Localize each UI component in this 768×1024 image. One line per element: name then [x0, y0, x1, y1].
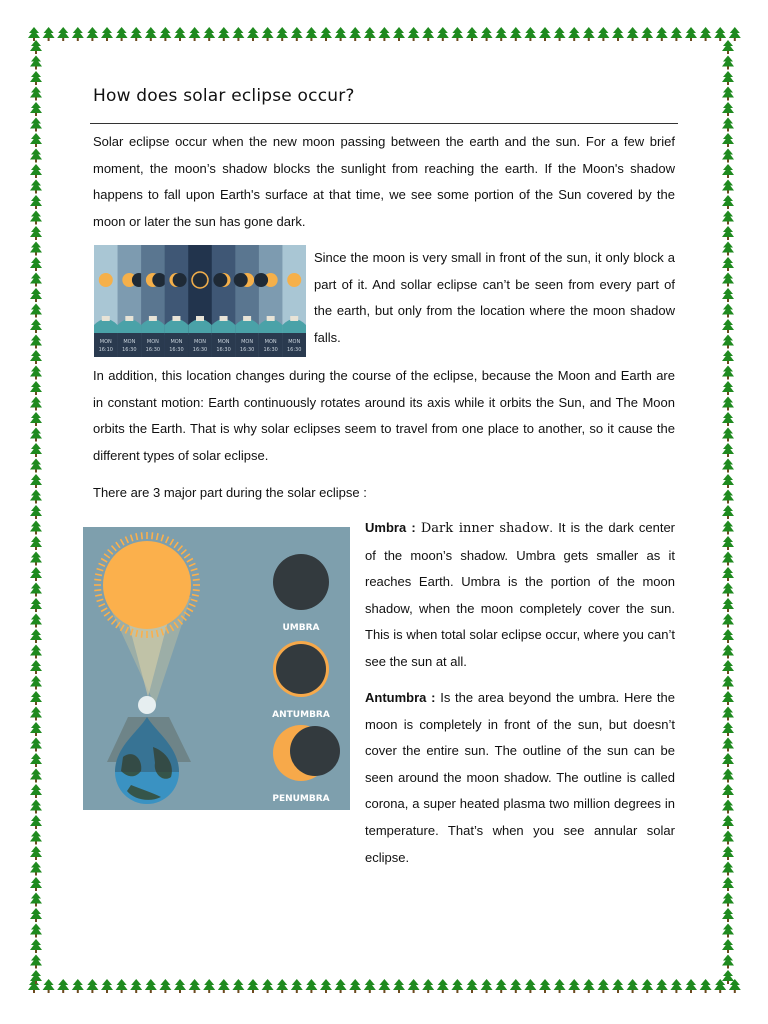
tree-icon — [722, 800, 734, 814]
tree-icon — [722, 288, 734, 302]
tree-icon — [30, 118, 42, 132]
parts-intro-paragraph — [93, 480, 675, 507]
flag-icon — [102, 316, 110, 321]
phase-time-label: 16:30 — [239, 347, 255, 353]
tree-icon — [408, 27, 420, 41]
phase-panel — [234, 245, 260, 357]
tree-icon — [722, 474, 734, 488]
tree-icon — [30, 877, 42, 891]
tree-icon — [30, 40, 42, 54]
tree-icon — [700, 979, 712, 993]
tree-icon — [722, 505, 734, 519]
phase-day-label: MON — [170, 339, 183, 345]
flag-icon — [149, 316, 157, 321]
tree-icon — [583, 979, 595, 993]
tree-icon — [722, 350, 734, 364]
tree-icon — [247, 27, 259, 41]
shadow-diagram-illustration — [83, 527, 350, 810]
tree-icon — [43, 979, 55, 993]
tree-icon — [72, 27, 84, 41]
tree-icon — [30, 211, 42, 225]
tree-icon — [722, 939, 734, 953]
tree-icon — [568, 979, 580, 993]
intro-text: Solar eclipse occur when the new moon passing between the earth and the sun. For a few brief moment, the moon’s shadow blocks the sunlight from reaching the earth. If the Moon's shadow happens to fall upon Earth's surface at that time, we see some portion of the Sun covered by the moon or later the sun has gone dark. — [93, 134, 675, 229]
tree-icon — [174, 27, 186, 41]
phase-time-label: 16:10 — [98, 347, 113, 353]
tree-icon — [597, 27, 609, 41]
tree-icon — [30, 102, 42, 116]
flag-icon — [220, 316, 228, 321]
tree-icon — [30, 257, 42, 271]
tree-icon — [583, 27, 595, 41]
tree-row-bottom — [26, 976, 746, 996]
tree-icon — [627, 979, 639, 993]
tree-icon — [722, 893, 734, 907]
tree-icon — [262, 979, 274, 993]
moon-disc — [138, 696, 156, 714]
tree-icon — [722, 381, 734, 395]
tree-icon — [30, 288, 42, 302]
tree-icon — [722, 924, 734, 938]
tree-icon — [43, 27, 55, 41]
tree-icon — [722, 242, 734, 256]
tree-icon — [30, 397, 42, 411]
umbra-term: Umbra : — [365, 520, 416, 535]
tree-icon — [466, 27, 478, 41]
tree-icon — [30, 939, 42, 953]
tree-icon — [539, 27, 551, 41]
tree-icon — [30, 319, 42, 333]
tree-icon — [722, 459, 734, 473]
tree-icon — [729, 27, 741, 41]
eclipse-shadow-diagram — [83, 527, 350, 810]
tree-icon — [722, 722, 734, 736]
tree-icon — [30, 350, 42, 364]
tree-icon — [305, 979, 317, 993]
tree-icon — [159, 979, 171, 993]
tree-icon — [30, 846, 42, 860]
tree-icon — [116, 979, 128, 993]
eclipse-phases-image — [94, 245, 306, 357]
tree-icon — [364, 979, 376, 993]
tree-icon — [481, 979, 493, 993]
tree-icon — [30, 738, 42, 752]
tree-icon — [189, 979, 201, 993]
phase-day-label: MON — [288, 339, 301, 345]
antumbra-term: Antumbra : — [365, 690, 436, 705]
tree-icon — [722, 521, 734, 535]
tree-icon — [524, 27, 536, 41]
tree-icon — [30, 955, 42, 969]
tree-icon — [656, 27, 668, 41]
title-divider — [90, 123, 678, 124]
tree-icon — [722, 304, 734, 318]
tree-icon — [72, 979, 84, 993]
umbra-label: UMBRA — [282, 623, 320, 633]
antumbra-text: Is the area beyond the umbra. Here the moon is completely in front of the sun, but doesn’t cover the entire sun. The outline of the sun can be seen around the moon shadow. The outline is called corona, a super heated plasma two million degrees in temperature. That’s when you see annular solar eclipse. — [365, 690, 675, 865]
border-right — [718, 26, 738, 996]
antumbra-paragraph — [365, 685, 675, 871]
umbra-disc — [273, 554, 329, 610]
tree-icon — [30, 474, 42, 488]
tree-icon — [30, 722, 42, 736]
tree-icon — [722, 149, 734, 163]
tree-icon — [722, 691, 734, 705]
tree-icon — [116, 27, 128, 41]
tree-icon — [364, 27, 376, 41]
tree-icon — [30, 831, 42, 845]
tree-icon — [30, 505, 42, 519]
antumbra-label: ANTUMBRA — [272, 710, 330, 720]
tree-icon — [30, 149, 42, 163]
tree-icon — [722, 846, 734, 860]
tree-icon — [554, 27, 566, 41]
tree-icon — [30, 226, 42, 240]
tree-icon — [722, 784, 734, 798]
tree-icon — [722, 908, 734, 922]
phase-time-label: 16:30 — [122, 347, 137, 353]
tree-icon — [30, 769, 42, 783]
tree-icon — [510, 979, 522, 993]
tree-icon — [30, 893, 42, 907]
tree-icon — [30, 629, 42, 643]
tree-icon — [174, 979, 186, 993]
tree-icon — [262, 27, 274, 41]
tree-icon — [276, 27, 288, 41]
tree-icon — [612, 27, 624, 41]
tree-icon — [86, 27, 98, 41]
tree-icon — [30, 490, 42, 504]
tree-icon — [437, 27, 449, 41]
tree-icon — [722, 769, 734, 783]
flag-icon — [172, 316, 180, 321]
phase-time-label: 16:30 — [287, 347, 302, 353]
tree-icon — [28, 979, 40, 993]
tree-icon — [30, 614, 42, 628]
tree-icon — [685, 979, 697, 993]
tree-icon — [159, 27, 171, 41]
tree-icon — [495, 979, 507, 993]
tree-icon — [722, 815, 734, 829]
phase-day-label: MON — [146, 339, 159, 345]
tree-icon — [641, 27, 653, 41]
tree-icon — [30, 552, 42, 566]
tree-icon — [101, 27, 113, 41]
tree-icon — [714, 27, 726, 41]
tree-icon — [320, 27, 332, 41]
tree-icon — [722, 87, 734, 101]
phase-time-label: 16:30 — [216, 347, 231, 353]
tree-icon — [568, 27, 580, 41]
tree-icon — [30, 459, 42, 473]
phase-panel — [188, 245, 212, 357]
page-title: How does solar eclipse occur? — [93, 86, 355, 106]
motion-text: In addition, this location changes during the course of the eclipse, because the Moon and Earth are in constant motion: Earth continuously rotates around its axis while it orbits the Sun, and The Moon orbits the Earth. That is why solar eclipses seem to travel from one place to another, so it cause the different types of solar eclipse. — [93, 368, 675, 463]
tree-icon — [524, 979, 536, 993]
tree-icon — [451, 979, 463, 993]
tree-row-top — [26, 26, 746, 42]
tree-icon — [722, 567, 734, 581]
tree-icon — [722, 180, 734, 194]
tree-icon — [130, 979, 142, 993]
tree-icon — [722, 257, 734, 271]
tree-icon — [30, 71, 42, 85]
phase-day-label: MON — [217, 339, 230, 345]
flag-icon — [125, 316, 133, 321]
eclipse-phases-illustration — [94, 245, 306, 357]
tree-icon — [189, 27, 201, 41]
tree-icon — [203, 27, 215, 41]
tree-icon — [722, 319, 734, 333]
tree-icon — [30, 133, 42, 147]
tree-icon — [722, 226, 734, 240]
tree-icon — [700, 27, 712, 41]
location-text: Since the moon is very small in front of the sun, it only block a part of it. And sollar eclipse can’t be seen from every part of the earth, but only from the location where the moon shadow falls. — [314, 250, 675, 345]
tree-icon — [30, 56, 42, 70]
tree-icon — [722, 40, 734, 54]
tree-icon — [670, 979, 682, 993]
tree-icon — [30, 645, 42, 659]
parts-intro-text: There are 3 major part during the solar eclipse : — [93, 485, 367, 500]
tree-icon — [30, 242, 42, 256]
antumbra-disc — [276, 644, 326, 694]
tree-icon — [247, 979, 259, 993]
tree-icon — [30, 707, 42, 721]
tree-icon — [232, 27, 244, 41]
tree-icon — [722, 56, 734, 70]
tree-icon — [554, 979, 566, 993]
umbra-paragraph — [365, 515, 675, 676]
border-bottom — [26, 976, 746, 996]
tree-icon — [30, 428, 42, 442]
tree-icon — [30, 164, 42, 178]
tree-icon — [335, 27, 347, 41]
tree-icon — [218, 27, 230, 41]
phase-time-label: 16:30 — [192, 347, 208, 353]
tree-icon — [722, 831, 734, 845]
tree-icon — [30, 335, 42, 349]
tree-icon — [722, 738, 734, 752]
tree-icon — [722, 397, 734, 411]
tree-icon — [30, 862, 42, 876]
tree-column-left — [26, 26, 46, 996]
tree-icon — [57, 27, 69, 41]
tree-icon — [722, 428, 734, 442]
tree-icon — [729, 979, 741, 993]
tree-icon — [393, 27, 405, 41]
tree-icon — [86, 979, 98, 993]
phase-day-label: MON — [99, 339, 112, 345]
tree-icon — [437, 979, 449, 993]
tree-icon — [378, 979, 390, 993]
tree-icon — [722, 102, 734, 116]
tree-icon — [30, 753, 42, 767]
tree-icon — [685, 27, 697, 41]
phase-time-label: 16:30 — [263, 347, 278, 353]
umbra-text: . It is the dark center of the moon’s shadow. Umbra gets smaller as it reaches Earth. Umbra is the portion of the moon shadow, when the moon completely cover the sun. This is when total solar eclipse occur, where you can’t see the sun at all. — [365, 520, 676, 669]
tree-icon — [30, 381, 42, 395]
tree-icon — [30, 521, 42, 535]
umbra-definition: Dark inner shadow — [420, 521, 550, 536]
phase-day-label: MON — [264, 339, 277, 345]
tree-icon — [722, 164, 734, 178]
tree-icon — [30, 970, 42, 984]
tree-icon — [305, 27, 317, 41]
tree-icon — [30, 924, 42, 938]
tree-icon — [627, 27, 639, 41]
phase-day-label: MON — [194, 339, 206, 345]
tree-icon — [30, 567, 42, 581]
tree-icon — [722, 707, 734, 721]
tree-icon — [722, 335, 734, 349]
tree-icon — [539, 979, 551, 993]
tree-icon — [510, 27, 522, 41]
tree-icon — [722, 133, 734, 147]
tree-icon — [335, 979, 347, 993]
tree-icon — [722, 536, 734, 550]
tree-icon — [422, 979, 434, 993]
tree-icon — [722, 490, 734, 504]
tree-icon — [722, 366, 734, 380]
tree-icon — [722, 195, 734, 209]
phase-day-label: MON — [241, 339, 254, 345]
tree-icon — [393, 979, 405, 993]
tree-icon — [722, 970, 734, 984]
tree-icon — [30, 412, 42, 426]
tree-icon — [349, 979, 361, 993]
tree-icon — [349, 27, 361, 41]
tree-icon — [28, 27, 40, 41]
tree-icon — [714, 979, 726, 993]
tree-icon — [722, 645, 734, 659]
intro-paragraph — [93, 129, 675, 235]
tree-column-right — [718, 26, 738, 996]
tree-icon — [30, 660, 42, 674]
tree-icon — [481, 27, 493, 41]
tree-icon — [722, 877, 734, 891]
penumbra-label: PENUMBRA — [272, 794, 330, 804]
tree-icon — [30, 784, 42, 798]
tree-icon — [612, 979, 624, 993]
tree-icon — [57, 979, 69, 993]
tree-icon — [466, 979, 478, 993]
tree-icon — [145, 27, 157, 41]
tree-icon — [722, 211, 734, 225]
tree-icon — [722, 412, 734, 426]
phase-panel — [141, 245, 166, 357]
phase-panel — [165, 245, 189, 357]
flag-icon — [290, 316, 298, 321]
tree-icon — [30, 583, 42, 597]
tree-icon — [656, 979, 668, 993]
tree-icon — [722, 660, 734, 674]
tree-icon — [30, 598, 42, 612]
border-top — [26, 26, 746, 42]
tree-icon — [722, 676, 734, 690]
tree-icon — [145, 979, 157, 993]
tree-icon — [30, 273, 42, 287]
tree-icon — [30, 304, 42, 318]
tree-icon — [291, 979, 303, 993]
location-paragraph — [314, 245, 675, 351]
tree-icon — [101, 979, 113, 993]
tree-icon — [722, 753, 734, 767]
phase-panel — [282, 245, 306, 357]
tree-icon — [276, 979, 288, 993]
tree-icon — [218, 979, 230, 993]
tree-icon — [722, 443, 734, 457]
tree-icon — [30, 908, 42, 922]
tree-icon — [30, 800, 42, 814]
tree-icon — [30, 195, 42, 209]
tree-icon — [641, 979, 653, 993]
tree-icon — [291, 27, 303, 41]
tree-icon — [722, 118, 734, 132]
tree-icon — [232, 979, 244, 993]
tree-icon — [597, 979, 609, 993]
tree-icon — [722, 862, 734, 876]
phase-panel — [94, 245, 118, 357]
tree-icon — [30, 443, 42, 457]
motion-paragraph — [93, 363, 675, 469]
flag-icon — [243, 316, 251, 321]
border-left — [26, 26, 46, 996]
phase-time-label: 16:30 — [145, 347, 161, 353]
tree-icon — [408, 979, 420, 993]
tree-icon — [30, 366, 42, 380]
flag-icon — [267, 316, 275, 321]
tree-icon — [130, 27, 142, 41]
tree-icon — [722, 598, 734, 612]
tree-icon — [495, 27, 507, 41]
tree-icon — [203, 979, 215, 993]
tree-icon — [378, 27, 390, 41]
phase-day-label: MON — [123, 339, 136, 345]
tree-icon — [30, 691, 42, 705]
tree-icon — [30, 676, 42, 690]
phase-panel — [212, 245, 236, 357]
tree-icon — [722, 629, 734, 643]
tree-icon — [722, 552, 734, 566]
tree-icon — [722, 583, 734, 597]
tree-icon — [722, 71, 734, 85]
tree-icon — [722, 955, 734, 969]
tree-icon — [722, 614, 734, 628]
sun-disc — [103, 541, 191, 629]
tree-icon — [30, 87, 42, 101]
tree-icon — [451, 27, 463, 41]
tree-icon — [30, 536, 42, 550]
tree-icon — [320, 979, 332, 993]
phase-time-label: 16:30 — [169, 347, 184, 353]
tree-icon — [422, 27, 434, 41]
flag-icon — [196, 316, 204, 321]
tree-icon — [30, 180, 42, 194]
tree-icon — [670, 27, 682, 41]
tree-icon — [30, 815, 42, 829]
penumbra-moon — [290, 726, 340, 776]
tree-icon — [722, 273, 734, 287]
